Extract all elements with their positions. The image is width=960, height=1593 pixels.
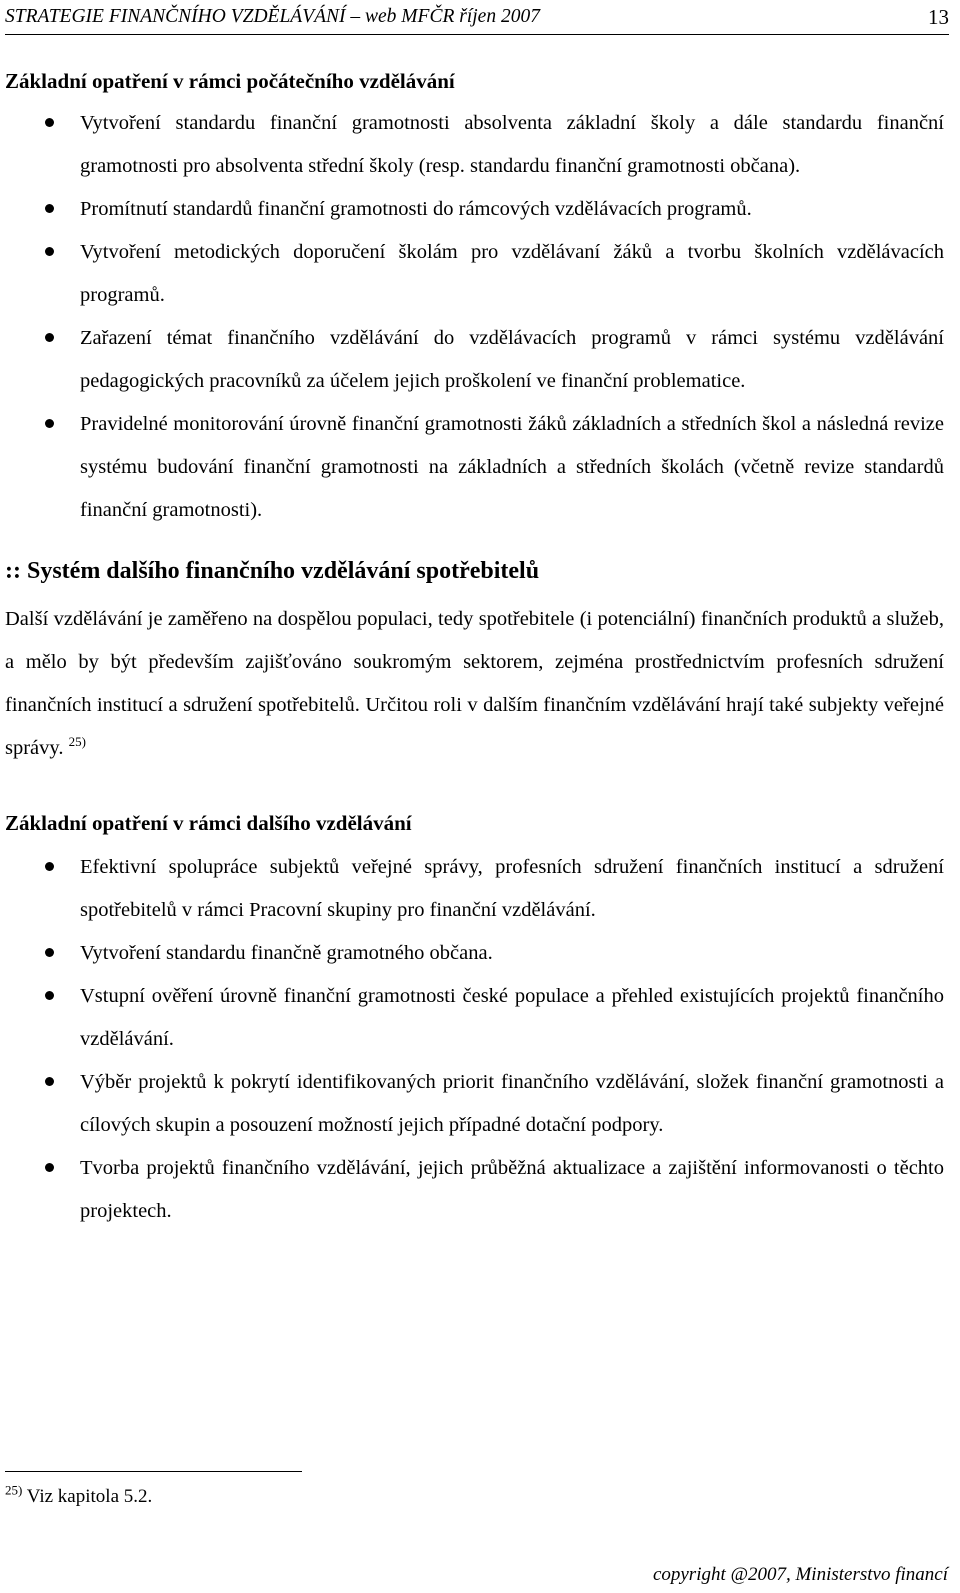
list-item: [5, 231, 944, 317]
bullet-icon: [45, 247, 54, 256]
list-item-text: Tvorba projektů finančního vzdělávání, jejich průběžná aktualizace a zajištění informovanosti o těchto projektech.: [80, 1157, 944, 1222]
list-item-text: Vytvoření standardu finanční gramotnosti absolventa základní školy a dále standardu finanční gramotnosti pro absolventa střední školy (resp. standardu finanční gramotnosti občana).: [80, 112, 944, 177]
page-content: [5, 66, 944, 1233]
list-item-text: Výběr projektů k pokrytí identifikovaných priorit finančního vzdělávání, složek finanční gramotnosti a cílových skupin a posouzení možností jejich případné dotační podpory.: [80, 1071, 944, 1136]
list-item-text: Vytvoření standardu finančně gramotného občana.: [80, 942, 493, 964]
header-title: STRATEGIE FINANČNÍHO VZDĚLÁVÁNÍ – web MFČR říjen 2007: [5, 6, 540, 27]
footnote-text: Viz kapitola 5.2.: [26, 1486, 153, 1507]
page-header: [5, 4, 949, 35]
list-item: [5, 846, 944, 932]
bullet-icon: [45, 118, 54, 127]
bullet-icon: [45, 862, 54, 871]
list-item-text: Vytvoření metodických doporučení školám pro vzdělávaní žáků a tvorbu školních vzdělávacích programů.: [80, 241, 944, 306]
initial-education-list: [5, 102, 944, 532]
footnote-divider: [5, 1471, 302, 1472]
page-footer-copyright: copyright @2007, Ministerstvo financí: [652, 1564, 948, 1585]
bullet-icon: [45, 204, 54, 213]
bullet-icon: [45, 1077, 54, 1086]
list-item: [5, 403, 944, 532]
paragraph-text: Další vzdělávání je zaměřeno na dospělou populaci, tedy spotřebitele (i potenciální) finančních produktů a služeb, a mělo by být především zajišťováno soukromým sektorem, zejména prostřednictvím profesních sdružení finančních institucí a sdružení spotřebitelů. Určitou roli v dalším finančním vzdělávání hrají také subjekty veřejné správy.: [5, 608, 944, 759]
list-item: [5, 1061, 944, 1147]
list-item: [5, 188, 944, 231]
list-item-text: Zařazení témat finančního vzdělávání do vzdělávacích programů v rámci systému vzdělávání pedagogických pracovníků za účelem jejich proškolení ve finanční problematice.: [80, 327, 944, 392]
list-item-text: Vstupní ověření úrovně finanční gramotnosti české populace a přehled existujících projektů finančního vzdělávání.: [80, 985, 944, 1050]
bullet-icon: [45, 1163, 54, 1172]
footnote-reference[interactable]: 25): [68, 734, 86, 750]
list-item-text: Promítnutí standardů finanční gramotnosti do rámcových vzdělávacích programů.: [80, 198, 752, 220]
list-item: [5, 975, 944, 1061]
bullet-icon: [45, 419, 54, 428]
footnote: [5, 1484, 152, 1510]
section-heading-further-education: Základní opatření v rámci dalšího vzdělávání: [5, 811, 412, 835]
bullet-icon: [45, 333, 54, 342]
consumer-education-paragraph: [5, 598, 944, 770]
list-item: [5, 317, 944, 403]
further-education-list: [5, 846, 944, 1233]
list-item: [5, 932, 944, 975]
list-item: [5, 1147, 944, 1233]
section-heading-initial-education: Základní opatření v rámci počátečního vzdělávání: [5, 69, 455, 93]
bullet-icon: [45, 991, 54, 1000]
section-heading-consumer-education: :: Systém dalšího finančního vzdělávání spotřebitelů: [5, 558, 540, 584]
bullet-icon: [45, 948, 54, 957]
list-item-text: Efektivní spolupráce subjektů veřejné správy, profesních sdružení finančních institucí a sdružení spotřebitelů v rámci Pracovní skupiny pro finanční vzdělávání.: [80, 856, 944, 921]
list-item-text: Pravidelné monitorování úrovně finanční gramotnosti žáků základních a středních škol a následná revize systému budování finanční gramotnosti na základních a středních školách (včetně revize standardů finanční gramotnosti).: [80, 413, 944, 521]
footnote-mark: 25): [5, 1482, 23, 1498]
list-item: [5, 102, 944, 188]
page-number: 13: [928, 5, 949, 29]
